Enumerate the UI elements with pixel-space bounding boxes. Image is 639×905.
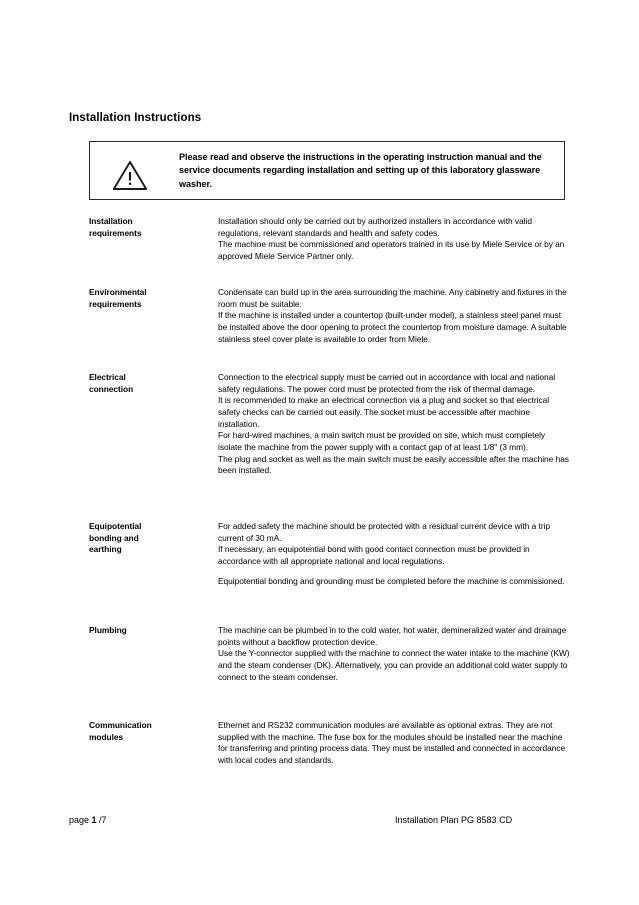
section-label	[89, 625, 214, 637]
paragraph: Connection to the electrical supply must be carried out in accordance with local and national safety regulations. The power cord must be protected from the risk of thermal damage.	[218, 372, 556, 394]
section-label-line: Installation	[89, 216, 133, 226]
section-label	[89, 521, 214, 556]
section-label	[89, 720, 214, 743]
paragraph: The plug and socket as well as the main switch must be easily accessible after the machine has been installed.	[218, 453, 569, 476]
paragraph: Installation should only be carried out by authorized installers in accordance with valid regulations, relevant standards and health and safety codes.	[218, 216, 532, 238]
warning-text: Please read and observe the instructions in the operating instruction manual and the service documents regarding installation and setting up of this laboratory glassware washer.	[179, 152, 542, 189]
section-label-line: bonding and	[89, 532, 139, 543]
paragraph: The machine can be plumbed in to the cold water, hot water, demineralized water and drainage points without a backflow protection device.	[218, 625, 567, 647]
section-label-line: requirements	[89, 298, 142, 309]
paragraph: If necessary, an equipotential bond with good contact connection must be provided in accordance with all appropriate national and local regulations.	[218, 544, 530, 566]
page-title: Installation Instructions	[69, 112, 202, 124]
warning-notice-box	[89, 141, 565, 200]
section-label-line: Communication	[89, 720, 152, 730]
section-body	[218, 720, 571, 767]
footer-page-number: 1	[91, 815, 97, 825]
paragraph: It is recommended to make an electrical connection via a plug and socket so that electrical safety checks can be carried out easily. The socket must be accessible after machine installation.	[218, 395, 550, 429]
section-label-line: Environmental	[89, 287, 147, 297]
section-label	[89, 216, 214, 239]
footer-page-prefix: page	[69, 815, 92, 825]
paragraph: The machine must be commissioned and operators trained in its use by Miele Service or by an approved Miele Service Partner only.	[218, 239, 565, 261]
section-body	[218, 372, 571, 477]
section-label-line: modules	[89, 731, 124, 742]
paragraph: Condensate can build up in the area surrounding the machine. Any cabinetry and fixtures in the room must be suitable.	[218, 287, 567, 309]
section-body	[218, 625, 571, 683]
footer-page-total: /7	[96, 815, 107, 825]
section-label-line: Equipotential	[89, 521, 142, 531]
paragraph: Use the Y-connector supplied with the machine to connect the water intake to the machine (KW) and the steam condenser (DK). Alternatively, you can provide an additional cold water supply to connect to the steam condenser.	[218, 648, 570, 682]
paragraph: For hard-wired machines, a main switch must be provided on site, which must completely isolate the machine from the power supply with a contact gap of at least 1/8" (3 mm).	[218, 430, 546, 452]
section-label-line: requirements	[89, 227, 142, 238]
section-label	[89, 287, 214, 310]
paragraph: Ethernet and RS232 communication modules are available as optional extras. They are not supplied with the machine. The fuse box for the modules should be installed near the machine for transferring and printing process data. They must be installed and connected in accordance with local codes and standards.	[218, 720, 566, 765]
section-body	[218, 287, 571, 345]
paragraph: For added safety the machine should be protected with a residual current device with a trip current of 30 mA.	[218, 521, 551, 543]
section-body	[218, 521, 571, 587]
paragraph: Equipotential bonding and grounding must be completed before the machine is commissioned.	[218, 575, 565, 586]
paragraph: If the machine is installed under a countertop (built-under model), a stainless steel panel must be installed above the door opening to protect the countertop from moisture damage. A suitable stainless steel cover plate is available to order from Miele.	[218, 310, 567, 344]
footer-document-reference: Installation Plan PG 8583 CD	[395, 815, 513, 825]
footer-page-indicator	[69, 815, 107, 825]
section-label-line: connection	[89, 383, 134, 394]
section-body	[218, 216, 571, 263]
warning-triangle-icon	[111, 159, 149, 191]
section-label-line: earthing	[89, 544, 122, 555]
section-label-line: Plumbing	[89, 625, 127, 635]
page-footer	[0, 815, 639, 835]
section-label	[89, 372, 214, 395]
section-label-line: Electrical	[89, 372, 126, 382]
